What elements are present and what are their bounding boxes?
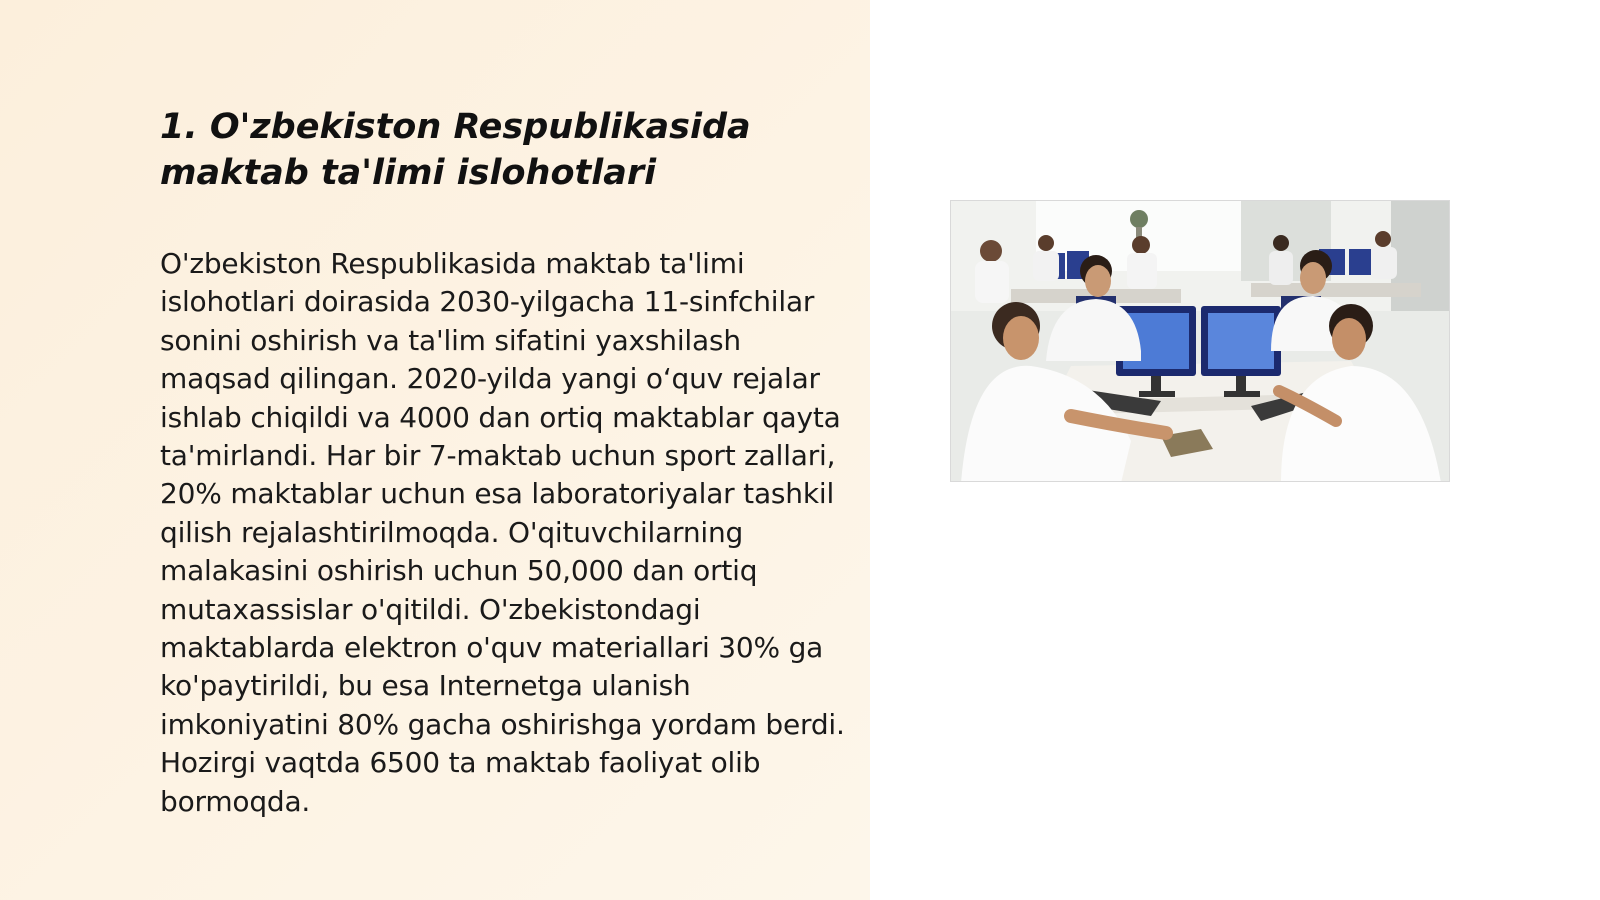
slide-title: 1. O'zbekiston Respublikasida maktab ta'limi islohotlari	[160, 107, 751, 193]
classroom-computers-photo-icon	[951, 201, 1450, 482]
slide-body-text: O'zbekiston Respublikasida maktab ta'limi islohotlari doirasida 2030-yilgacha 11-sinfchilar sonini oshirish va ta'lim sifatini yaxshilash maqsad qilingan. 2020-yilda yangi o‘quv rejalar ishlab chiqildi va 4000 dan ortiq maktablar qayta ta'mirlandi. Har bir 7-maktab uchun sport zallari, 20% maktablar uchun esa laboratoriyalar tashkil qilish rejalashtirilmoqda. O'qituvchilarning malakasini oshirish uchun 50,000 dan ortiq mutaxassislar o'qitildi. O'zbekistondagi maktablarda elektron o'quv materiallari 30% ga ko'paytirildi, bu esa Internetga ulanish imkoniyatini 80% gacha oshirishga yordam berdi. Hozirgi vaqtda 6500 ta maktab faoliyat olib bormoqda.	[160, 247, 845, 818]
classroom-photo	[950, 200, 1450, 482]
